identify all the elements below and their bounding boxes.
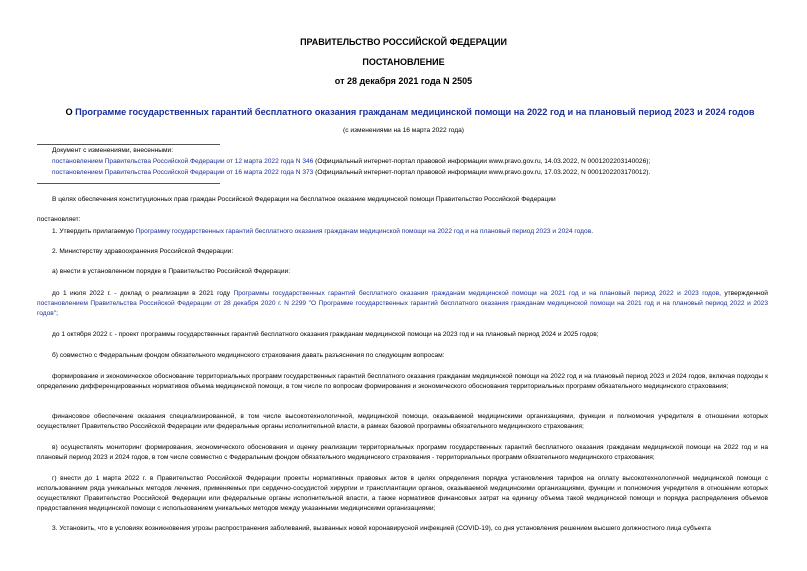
paragraph-2v: в) осуществлять мониторинг формирования, экономического обоснования и оценку реализации территориальных программ государственных гарантий бесплатного оказания гражданам медицинской помощи на 2022 год и на плановый период 2023 и 2024 годов, в том числе совместно с Федеральным фондом обязательного медицинского страхования - территориальных программ обязательного медицинского страхования; xyxy=(37,444,768,461)
title-program-link[interactable]: Программе государственных гарантий бесплатного оказания гражданам медицинской помощи на 2022 год и на плановый период 2023 и 2024 годов xyxy=(75,107,755,117)
change-source: (Официальный интернет-портал правовой информации www.pravo.gov.ru, 14.03.2022, N 0001202203140026); xyxy=(313,158,651,165)
paragraph-2: 2. Министерству здравоохранения Российской Федерации: xyxy=(52,248,234,255)
program-link[interactable]: Программу государственных гарантий бесплатного оказания гражданам медицинской помощи на 2022 год и на плановый период 2023 и 2024 годов xyxy=(135,228,592,235)
paragraph-2b: б) совместно с Федеральным фондом обязательного медицинского страхования давать разъяснения по следующим вопросам: xyxy=(52,352,445,359)
title-prefix: О xyxy=(65,107,76,117)
paragraph-2g: г) внести до 1 марта 2022 г. в Правительство Российской Федерации проекты нормативных правовых актов в целях определения порядка установления тарифов на оплату высокотехнологичной медицинской помощи с использованием ряда уникальных методов лечения, применяемых при сердечно-сосудистой хирургии и трансплантации органов, оказываемой медицинскими организациями, функции и полномочия учредителя в отношении которых осуществляют Правительство Российской Федерации или федеральные органы исполнительной власти, а также нормативов финансовых затрат на единицу объема такой медицинской помощи и порядка распределения объемов предоставления медицинской помощи с использованием уникальных методов между указанными медицинскими организациями; xyxy=(37,475,768,512)
document-type: ПОСТАНОВЛЕНИЕ xyxy=(362,57,445,67)
edition-note: (с изменениями на 16 марта 2022 года) xyxy=(343,127,464,134)
decree-2299-link[interactable]: постановлением Правительства Российской Федерации от 28 декабря 2020 г. N 2299 "О Программе государственных гарантий бесплатного оказания гражданам медицинской помощи на 2021 год и на плановый период 2022 и 2023 годов" xyxy=(37,300,768,317)
issuer-heading: ПРАВИТЕЛЬСТВО РОССИЙСКОЙ ФЕДЕРАЦИИ xyxy=(300,37,507,47)
paragraph-decree: постановляет: xyxy=(37,216,81,223)
divider-bottom xyxy=(37,183,220,184)
paragraph-1: 1. Утвердить прилагаемую Программу государственных гарантий бесплатного оказания гражданам медицинской помощи на 2022 год и на плановый период 2023 и 2024 годов. xyxy=(52,228,594,235)
change-item xyxy=(52,157,650,166)
program-2021-link[interactable]: Программы государственных гарантий бесплатного оказания гражданам медицинской помощи на 2021 год и на плановый период 2022 и 2023 годов xyxy=(233,290,720,297)
change-source: (Официальный интернет-портал правовой информации www.pravo.gov.ru, 17.03.2022, N 0001202203170012). xyxy=(313,169,651,176)
paragraph-2b-1: формирование и экономическое обоснование территориальных программ государственных гарантий бесплатного оказания гражданам медицинской помощи на 2022 год и на плановый период 2023 и 2024 годов, включая подходы к определению дифференцированных нормативов объема медицинской помощи, в том числе по вопросам формирования и экономического обоснования территориальных программ обязательного медицинского страхования; xyxy=(37,373,768,390)
paragraph-2a-1: до 1 июля 2022 г. - доклад о реализации в 2021 году Программы государственных гарантий бесплатного оказания гражданам медицинской помощи на 2021 год и на плановый период 2022 и 2023 годов, утвержденной постановлением Правительства Российской Федерации от 28 декабря 2020 г. N 2299 "О Программе государственных гарантий бесплатного оказания гражданам медицинской помощи на 2021 год и на плановый период 2022 и 2023 годов"; xyxy=(37,290,768,317)
change-link-373[interactable]: постановлением Правительства Российской Федерации от 16 марта 2022 года N 373 xyxy=(52,169,314,176)
paragraph-2b-2: финансовое обеспечение оказания специализированной, в том числе высокотехнологичной, медицинской помощи, оказываемой медицинскими организациями, функции и полномочия учредителя в отношении которых осуществляет Правительство Российской Федерации или федеральные органы исполнительной власти, в рамках базовой программы обязательного медицинского страхования; xyxy=(37,413,768,430)
divider-top xyxy=(37,144,220,145)
document-title xyxy=(30,106,790,118)
paragraph-3: 3. Установить, что в условиях возникновения угрозы распространения заболеваний, вызванных новой коронавирусной инфекцией (COVID-19), со дня установления решением высшего должностного лица субъекта xyxy=(52,525,711,532)
document-date-number: от 28 декабря 2021 года N 2505 xyxy=(334,76,473,86)
paragraph-2a: а) внести в установленном порядке в Правительство Российской Федерации: xyxy=(52,268,291,275)
paragraph-2a-2: до 1 октября 2022 г. - проект программы государственных гарантий бесплатного оказания гражданам медицинской помощи на 2023 год и на плановый период 2024 и 2025 годов; xyxy=(52,331,599,338)
paragraph-intro: В целях обеспечения конституционных прав граждан Российской Федерации на бесплатное оказание медицинской помощи Правительство Российской Федерации xyxy=(52,196,556,203)
change-link-346[interactable]: постановлением Правительства Российской Федерации от 12 марта 2022 года N 346 xyxy=(52,158,314,165)
change-item xyxy=(52,168,650,177)
changes-label: Документ с изменениями, внесенными: xyxy=(52,147,174,154)
